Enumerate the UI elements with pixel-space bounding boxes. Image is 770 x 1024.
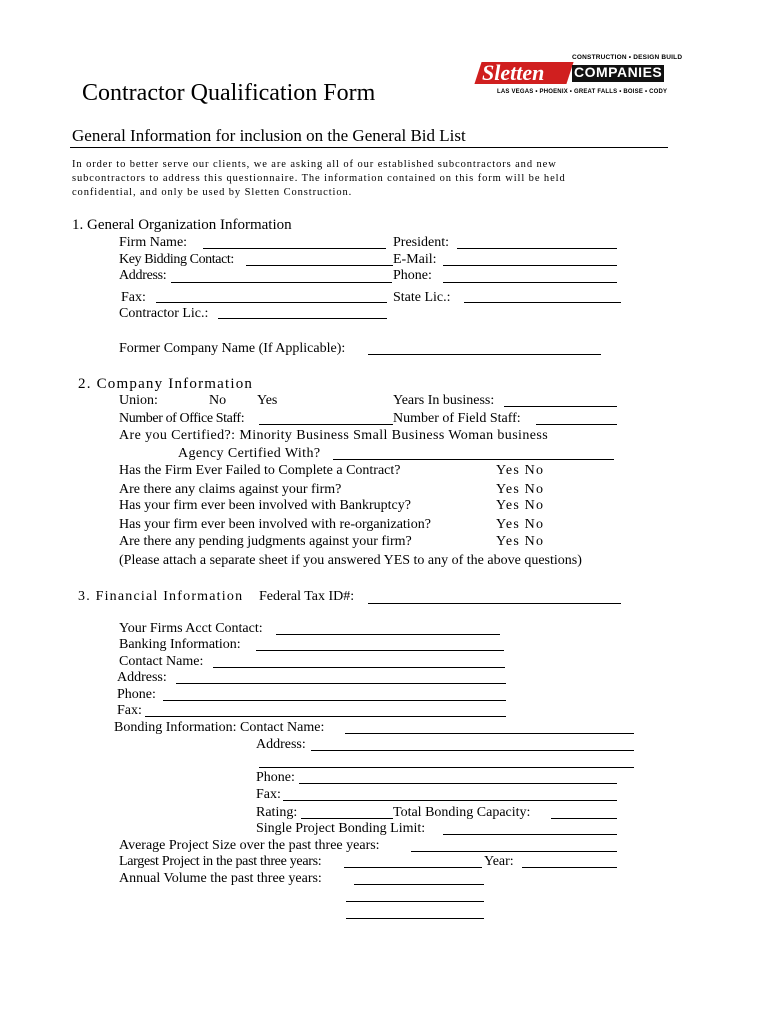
phone-field[interactable] xyxy=(443,282,617,283)
key-bidding-label: Key Bidding Contact: xyxy=(119,252,234,267)
single-limit-field[interactable] xyxy=(443,834,617,835)
section3-heading: 3. Financial Information xyxy=(78,589,244,604)
bonding-contact-field[interactable] xyxy=(345,733,634,734)
bonding-phone-field[interactable] xyxy=(299,783,617,784)
avg-size-field[interactable] xyxy=(411,851,617,852)
yes-no-option[interactable]: Yes No xyxy=(496,498,545,513)
contact-name-field[interactable] xyxy=(213,667,505,668)
question-judgments: Are there any pending judgments against your firm? xyxy=(119,534,412,549)
logo-brand: Sletten xyxy=(482,60,545,85)
firm-name-label: Firm Name: xyxy=(119,235,188,250)
former-company-field[interactable] xyxy=(368,354,601,355)
yes-no-option[interactable]: Yes No xyxy=(496,517,545,532)
rating-label: Rating: xyxy=(256,805,298,820)
address-field[interactable] xyxy=(171,282,392,283)
fax-label: Fax: xyxy=(121,290,146,305)
bonding-label: Bonding Information: Contact Name: xyxy=(114,720,325,735)
email-label: E-Mail: xyxy=(393,252,437,267)
annual-volume-field-2[interactable] xyxy=(346,901,484,902)
address-label: Address: xyxy=(119,268,167,283)
question-reorganization: Has your firm ever been involved with re-organization? xyxy=(119,517,431,532)
agency-label: Agency Certified With? xyxy=(178,446,321,461)
key-bidding-field[interactable] xyxy=(246,265,393,266)
phone-label: Phone: xyxy=(393,268,432,283)
email-field[interactable] xyxy=(443,265,617,266)
contractor-lic-field[interactable] xyxy=(218,318,387,319)
question-claims: Are there any claims against your firm? xyxy=(119,482,342,497)
intro-line-3: confidential, and only be used by Sletten Construction. xyxy=(72,187,353,198)
union-no-option[interactable]: No xyxy=(209,393,227,408)
section1-heading: 1. General Organization Information xyxy=(72,217,292,233)
annual-volume-field-1[interactable] xyxy=(354,884,484,885)
fax-field[interactable] xyxy=(156,302,387,303)
union-label: Union: xyxy=(119,393,158,408)
union-yes-option[interactable]: Yes xyxy=(257,393,278,408)
fin-phone-label: Phone: xyxy=(117,687,156,702)
acct-contact-label: Your Firms Acct Contact: xyxy=(119,621,263,636)
bonding-address-field-2[interactable] xyxy=(259,767,634,768)
office-staff-field[interactable] xyxy=(259,424,393,425)
intro-line-1: In order to better serve our clients, we are asking all of our established subcontractors and new xyxy=(72,159,557,170)
bonding-fax-label: Fax: xyxy=(256,787,281,802)
tax-id-label: Federal Tax ID#: xyxy=(259,589,355,604)
field-staff-field[interactable] xyxy=(536,424,617,425)
subtitle-rule xyxy=(70,147,668,148)
year-label: Year: xyxy=(484,854,514,869)
state-lic-label: State Lic.: xyxy=(393,290,451,305)
annual-volume-label: Annual Volume the past three years: xyxy=(119,871,322,886)
agency-field[interactable] xyxy=(333,459,614,460)
contractor-lic-label: Contractor Lic.: xyxy=(119,306,209,321)
avg-size-label: Average Project Size over the past three years: xyxy=(119,838,380,853)
total-bonding-field[interactable] xyxy=(551,818,617,819)
bonding-address-field[interactable] xyxy=(311,750,634,751)
president-label: President: xyxy=(393,235,449,250)
state-lic-field[interactable] xyxy=(464,302,621,303)
attach-note: (Please attach a separate sheet if you answered YES to any of the above questions) xyxy=(119,553,582,568)
total-bonding-label: Total Bonding Capacity: xyxy=(393,805,531,820)
intro-line-2: subcontractors to address this questionnaire. The information contained on this form will be held xyxy=(72,173,566,184)
logo-tagline: CONSTRUCTION • DESIGN BUILD xyxy=(572,54,683,61)
annual-volume-field-3[interactable] xyxy=(346,918,484,919)
page-title: Contractor Qualification Form xyxy=(82,80,376,106)
fin-fax-field[interactable] xyxy=(145,716,506,717)
logo-locations: LAS VEGAS • PHOENIX • GREAT FALLS • BOISE • CODY xyxy=(497,89,668,95)
former-company-label: Former Company Name (If Applicable): xyxy=(119,341,346,356)
acct-contact-field[interactable] xyxy=(276,634,500,635)
fin-fax-label: Fax: xyxy=(117,703,142,718)
years-business-field[interactable] xyxy=(504,406,617,407)
firm-name-field[interactable] xyxy=(203,248,386,249)
largest-project-field[interactable] xyxy=(344,867,482,868)
page-subtitle: General Information for inclusion on the General Bid List xyxy=(72,126,466,145)
years-business-label: Years In business: xyxy=(393,393,495,408)
largest-project-label: Largest Project in the past three years: xyxy=(119,854,322,869)
contact-name-label: Contact Name: xyxy=(119,654,204,669)
field-staff-label: Number of Field Staff: xyxy=(393,411,521,426)
fin-address-label: Address: xyxy=(117,670,167,685)
section2-heading: 2. Company Information xyxy=(78,376,254,392)
question-failed-contract: Has the Firm Ever Failed to Complete a Contract? xyxy=(119,463,401,478)
fin-address-field[interactable] xyxy=(176,683,506,684)
tax-id-field[interactable] xyxy=(368,603,621,604)
question-bankruptcy: Has your firm ever been involved with Bankruptcy? xyxy=(119,498,411,513)
yes-no-option[interactable]: Yes No xyxy=(496,534,545,549)
bonding-fax-field[interactable] xyxy=(283,800,617,801)
banking-label: Banking Information: xyxy=(119,637,241,652)
president-field[interactable] xyxy=(457,248,617,249)
yes-no-option[interactable]: Yes No xyxy=(496,463,545,478)
banking-field[interactable] xyxy=(256,650,504,651)
fin-phone-field[interactable] xyxy=(163,700,506,701)
single-limit-label: Single Project Bonding Limit: xyxy=(256,821,426,836)
yes-no-option[interactable]: Yes No xyxy=(496,482,545,497)
bonding-address-label: Address: xyxy=(256,737,306,752)
office-staff-label: Number of Office Staff: xyxy=(119,411,245,426)
logo-companies: COMPANIES xyxy=(574,64,663,80)
rating-field[interactable] xyxy=(301,818,393,819)
certified-question: Are you Certified?: Minority Business Small Business Woman business xyxy=(119,428,549,443)
bonding-phone-label: Phone: xyxy=(256,770,295,785)
year-field[interactable] xyxy=(522,867,617,868)
